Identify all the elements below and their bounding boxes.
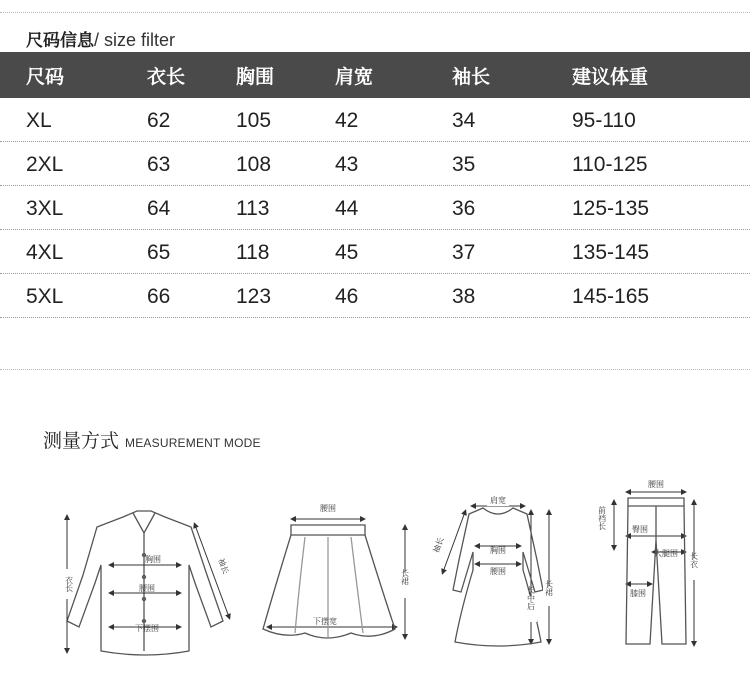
table-cell: 135-145 bbox=[572, 241, 650, 264]
table-cell: 5XL bbox=[26, 285, 64, 308]
dress-chest-label: 胸围 bbox=[490, 546, 506, 555]
header-cell: 胸围 bbox=[236, 66, 275, 88]
table-row bbox=[0, 230, 750, 274]
table-cell: 63 bbox=[147, 153, 171, 176]
pants-length-label: 长衣 bbox=[689, 552, 699, 568]
skirt-hem-label: 下摆宽 bbox=[313, 617, 337, 626]
table-cell: 42 bbox=[335, 109, 359, 132]
table-cell: 37 bbox=[452, 241, 476, 264]
table-cell: 45 bbox=[335, 241, 359, 264]
skirt-waist-label: 腰围 bbox=[320, 504, 336, 513]
table-cell: 123 bbox=[236, 285, 272, 308]
table-row bbox=[0, 142, 750, 186]
table-cell: 46 bbox=[335, 285, 359, 308]
table-row bbox=[0, 274, 750, 318]
dress-outline bbox=[453, 508, 543, 646]
measurement-section-title bbox=[43, 426, 261, 453]
table-cell: 34 bbox=[452, 109, 476, 132]
pants-diagram bbox=[592, 476, 702, 651]
shirt-sleeve-label: 袖长 bbox=[216, 557, 231, 576]
dress-shoulder-label: 肩宽 bbox=[490, 496, 506, 505]
size-title-en: / size filter bbox=[94, 30, 176, 50]
dress-length-label: 长裙 bbox=[544, 580, 554, 596]
table-cell: 43 bbox=[335, 153, 359, 176]
table-row bbox=[0, 186, 750, 230]
dress-diagram bbox=[427, 490, 567, 650]
measurement-title-cn: 测量方式 bbox=[43, 430, 120, 452]
size-table bbox=[0, 52, 750, 318]
size-section-title bbox=[26, 26, 175, 51]
header-cell: 建议体重 bbox=[572, 66, 649, 88]
table-row bbox=[0, 98, 750, 142]
shirt-outline bbox=[64, 511, 223, 655]
table-cell: 3XL bbox=[26, 197, 64, 220]
header-cell: 肩宽 bbox=[335, 66, 374, 88]
table-cell: 64 bbox=[147, 197, 171, 220]
table-cell: 2XL bbox=[26, 153, 64, 176]
table-cell: 66 bbox=[147, 285, 171, 308]
skirt-length-label: 长裙 bbox=[400, 569, 410, 585]
shirt-hem-label: 下摆围 bbox=[135, 624, 159, 633]
table-cell: 113 bbox=[236, 197, 270, 220]
measurement-title-en: MEASUREMENT MODE bbox=[125, 436, 261, 450]
skirt-diagram bbox=[255, 497, 415, 647]
pants-waist-label: 腰围 bbox=[648, 480, 664, 489]
dress-mid-length-label: 长中后 bbox=[526, 586, 536, 610]
table-cell: 125-135 bbox=[572, 197, 650, 220]
size-title-cn: 尺码信息 bbox=[26, 31, 94, 51]
pants-outline bbox=[626, 498, 686, 644]
shirt-waist-label: 腰围 bbox=[139, 584, 155, 593]
header-cell: 尺码 bbox=[26, 66, 65, 88]
shirt-chest-label: 胸围 bbox=[145, 555, 161, 564]
pants-hip-label: 臀围 bbox=[632, 525, 648, 534]
dress-waist-label: 腰围 bbox=[490, 567, 506, 576]
table-cell: 108 bbox=[236, 153, 272, 176]
pants-knee-label: 膝围 bbox=[630, 589, 646, 598]
table-cell: 118 bbox=[236, 241, 270, 264]
header-cell: 衣长 bbox=[147, 66, 186, 88]
dress-sleeve-label: 袖长 bbox=[431, 536, 446, 555]
table-cell: 44 bbox=[335, 197, 359, 220]
header-cell: 袖长 bbox=[452, 66, 491, 88]
table-cell: 95-110 bbox=[572, 109, 636, 132]
pants-thigh-label: 大腿围 bbox=[654, 549, 678, 558]
shirt-length-label: 衣长 bbox=[64, 576, 74, 592]
table-bottom-dotted-divider bbox=[0, 369, 750, 370]
table-cell: 105 bbox=[236, 109, 272, 132]
table-cell: 62 bbox=[147, 109, 171, 132]
top-dotted-divider bbox=[0, 12, 750, 13]
table-cell: 65 bbox=[147, 241, 171, 264]
table-cell: 35 bbox=[452, 153, 476, 176]
table-cell: 36 bbox=[452, 197, 476, 220]
table-cell: XL bbox=[26, 109, 52, 132]
table-header bbox=[0, 52, 750, 98]
table-cell: 110-125 bbox=[572, 153, 648, 176]
table-cell: 38 bbox=[452, 285, 476, 308]
table-cell: 4XL bbox=[26, 241, 64, 264]
shirt-diagram bbox=[55, 505, 245, 665]
pants-front-rise-label: 前裆长 bbox=[597, 506, 607, 530]
table-cell: 145-165 bbox=[572, 285, 650, 308]
